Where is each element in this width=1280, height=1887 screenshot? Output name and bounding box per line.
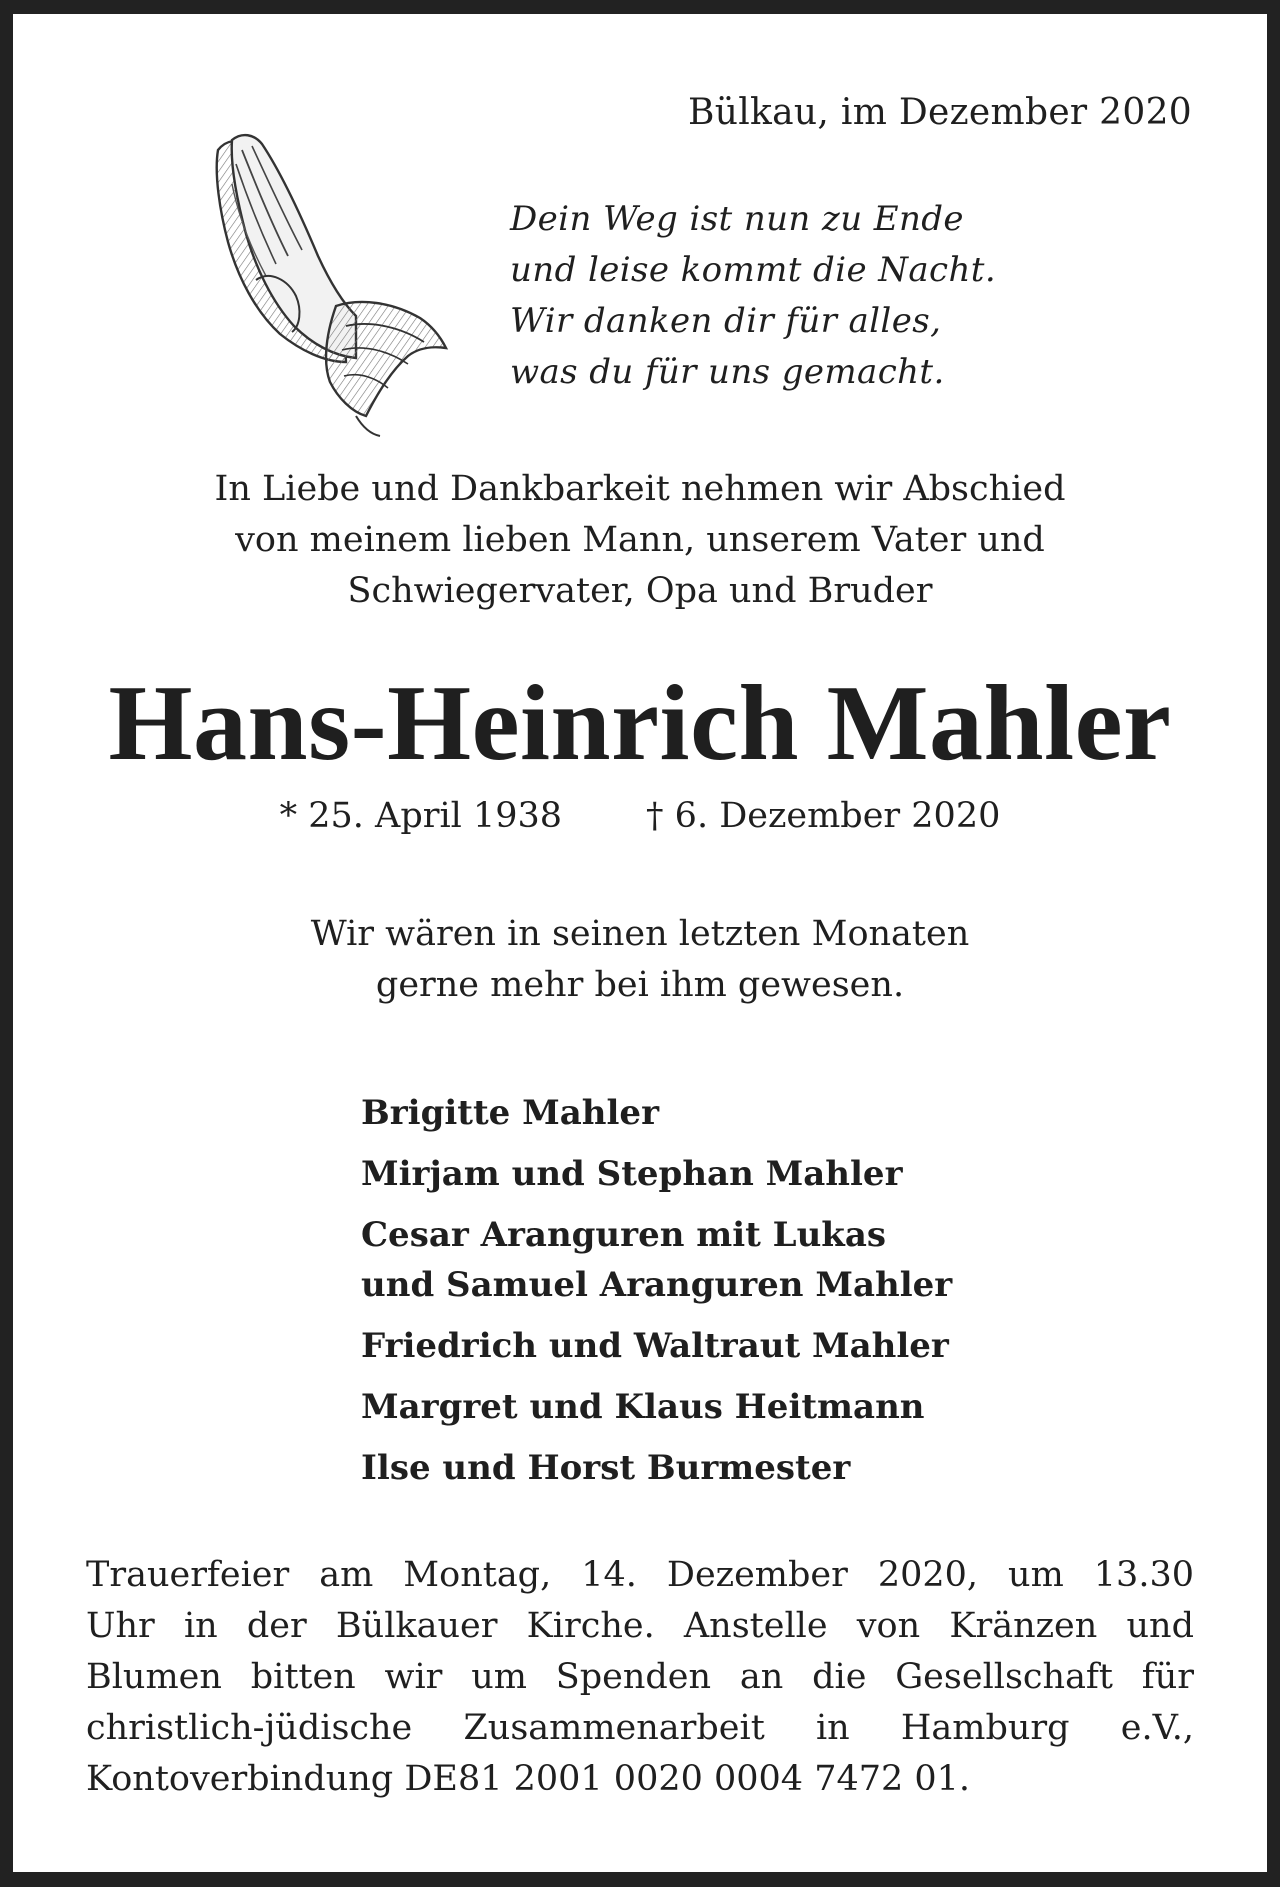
- mourner-entry: [361, 1443, 952, 1493]
- details-line: christlich-jüdische Zusammenarbeit in Hamburg e.V.,: [86, 1708, 1194, 1748]
- details-line: Trauerfeier am Montag, 14. Dezember 2020, um 13.30: [86, 1555, 1194, 1595]
- mourner-line: Margret und Klaus Heitmann: [361, 1387, 925, 1427]
- poem-line: Wir danken dir für alles,: [510, 301, 942, 341]
- mourner-entry: [361, 1210, 952, 1310]
- mourner-line: und Samuel Aranguren Mahler: [361, 1265, 953, 1305]
- details-line: Blumen bitten wir um Spenden an die Gesellschaft für: [86, 1657, 1194, 1697]
- mourner-line: Mirjam und Stephan Mahler: [361, 1154, 903, 1194]
- mourner-line: Friedrich und Waltraut Mahler: [361, 1326, 949, 1366]
- deceased-name: Hans-Heinrich Mahler: [108, 664, 1172, 783]
- mourners-list: [361, 1088, 952, 1504]
- birth-date: * 25. April 1938: [279, 796, 563, 836]
- poem-line: und leise kommt die Nacht.: [510, 250, 997, 290]
- mourner-line: Brigitte Mahler: [361, 1093, 659, 1133]
- mourner-entry: [361, 1088, 952, 1138]
- memorial-poem: [510, 194, 996, 398]
- intro-line: Schwiegervater, Opa und Bruder: [347, 571, 933, 611]
- wish-line: Wir wären in seinen letzten Monaten: [310, 914, 970, 954]
- mourner-entry: [361, 1321, 952, 1371]
- intro-line: von meinem lieben Mann, unserem Vater und: [235, 520, 1045, 560]
- praying-hands-icon: [196, 130, 456, 440]
- family-wish: [13, 909, 1267, 1011]
- poem-line: Dein Weg ist nun zu Ende: [510, 199, 964, 239]
- details-line: Uhr in der Bülkauer Kirche. Anstelle von Kränzen und: [86, 1606, 1194, 1646]
- details-line: Kontoverbindung DE81 2001 0020 0004 7472 01.: [86, 1759, 971, 1799]
- mourner-line: Cesar Aranguren mit Lukas: [361, 1215, 887, 1255]
- funeral-details: [86, 1550, 1194, 1805]
- obituary-notice: [13, 14, 1267, 1872]
- place-date: Bülkau, im Dezember 2020: [688, 92, 1192, 133]
- wish-line: gerne mehr bei ihm gewesen.: [375, 965, 905, 1005]
- intro-line: In Liebe und Dankbarkeit nehmen wir Abschied: [214, 469, 1066, 509]
- poem-line: was du für uns gemacht.: [510, 352, 945, 392]
- farewell-intro: [13, 464, 1267, 617]
- mourner-entry: [361, 1149, 952, 1199]
- mourner-entry: [361, 1382, 952, 1432]
- mourner-line: Ilse und Horst Burmester: [361, 1448, 851, 1488]
- life-dates: [13, 796, 1267, 836]
- death-date: † 6. Dezember 2020: [646, 796, 1001, 836]
